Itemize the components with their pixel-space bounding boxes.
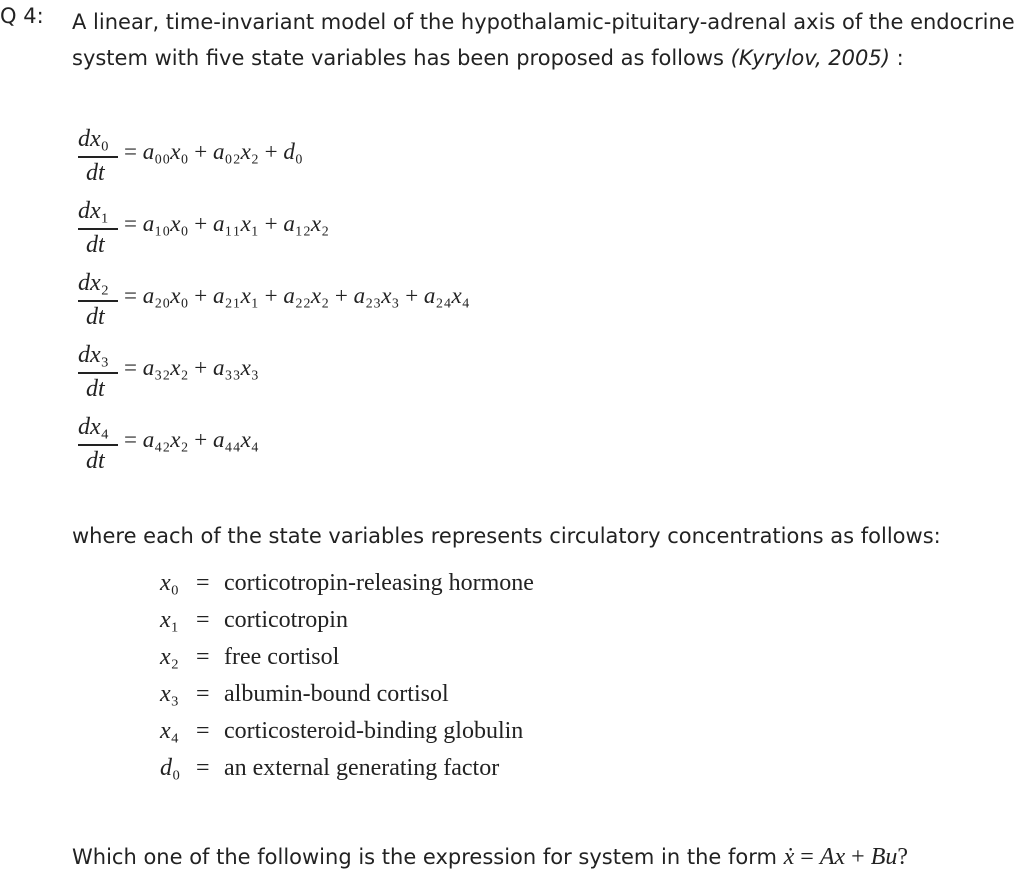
numerator: dx₁ <box>78 198 110 224</box>
fraction-bar <box>78 300 118 302</box>
definition-meaning: an external generating factor <box>224 755 500 781</box>
definition-meaning: corticotropin <box>224 607 348 633</box>
definition-equals: = <box>196 718 210 744</box>
citation: (Kyrylov, 2005) <box>730 46 890 70</box>
numerator: dx₂ <box>78 270 110 296</box>
definition-equals: = <box>196 570 210 596</box>
equation-rhs: = a₁₀x₀ + a₁₁x₁ + a₁₂x₂ <box>124 211 330 236</box>
definition-symbol: x₃ <box>160 681 180 707</box>
denominator: dt <box>86 304 105 330</box>
equation-rhs: = a₄₂x₂ + a₄₄x₄ <box>124 427 259 452</box>
fraction-bar <box>78 444 118 446</box>
numerator: dx₀ <box>78 126 110 152</box>
final-question-text: Which one of the following is the expression for system in the form <box>72 845 784 869</box>
question-number: Q 4: <box>0 4 44 28</box>
fraction-bar <box>78 372 118 374</box>
denominator: dt <box>86 232 105 258</box>
definition-equals: = <box>196 755 210 781</box>
question-text <box>72 4 1024 76</box>
equation-rhs: = a₂₀x₀ + a₂₁x₁ + a₂₂x₂ + a₂₃x₃ + a₂₄x₄ <box>124 283 470 308</box>
definition-symbol: x₁ <box>160 607 180 633</box>
numerator: dx₃ <box>78 342 110 368</box>
definition-equals: = <box>196 644 210 670</box>
definition-meaning: albumin-bound cortisol <box>224 681 449 707</box>
definition-symbol: x₀ <box>160 570 180 596</box>
where-text: where each of the state variables represents circulatory concentrations as follows: <box>72 524 941 548</box>
final-question <box>72 844 908 871</box>
definition-equals: = <box>196 681 210 707</box>
denominator: dt <box>86 448 105 474</box>
question-colon: : <box>889 46 904 70</box>
definition-meaning: corticotropin-releasing hormone <box>224 570 534 596</box>
definition-symbol: x₄ <box>160 718 180 744</box>
fraction-bar <box>78 228 118 230</box>
denominator: dt <box>86 160 105 186</box>
definition-equals: = <box>196 607 210 633</box>
denominator: dt <box>86 376 105 402</box>
equation-rhs: = a₃₂x₂ + a₃₃x₃ <box>124 355 259 380</box>
fraction-bar <box>78 156 118 158</box>
definition-symbol: x₂ <box>160 644 180 670</box>
definition-symbol: d₀ <box>160 755 181 781</box>
question-body: A linear, time-invariant model of the hypothalamic-pituitary-adrenal axis of the endocrine system with five state variables has been proposed as follows <box>72 10 1015 70</box>
definition-meaning: corticosteroid-binding globulin <box>224 718 524 744</box>
numerator: dx₄ <box>78 414 110 440</box>
definition-meaning: free cortisol <box>224 644 340 670</box>
equation-rhs: = a₀₀x₀ + a₀₂x₂ + d₀ <box>124 139 303 164</box>
state-space-formula: ẋ = Ax + Bu? <box>783 844 909 870</box>
